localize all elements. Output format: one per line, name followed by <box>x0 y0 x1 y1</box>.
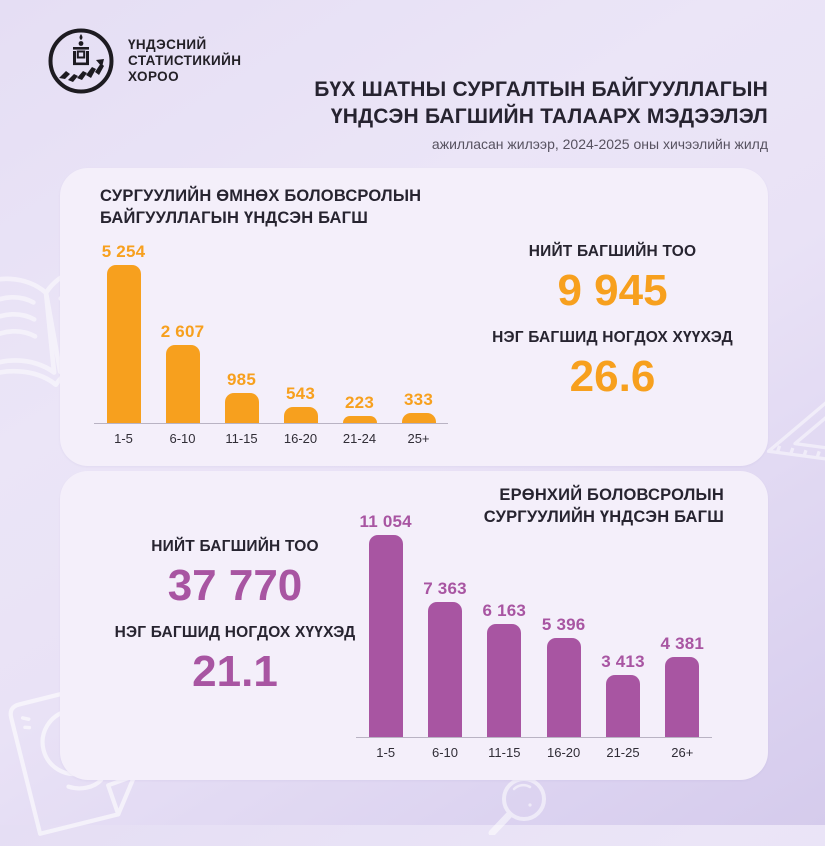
children-per-teacher-value: 26.6 <box>569 352 656 401</box>
axis-tick-label: 1-5 <box>376 745 396 760</box>
preschool-chart-title <box>100 186 421 229</box>
general-stats <box>75 538 395 698</box>
bar <box>402 413 436 423</box>
children-per-teacher-label: НЭГ БАГШИД НОГДОХ ХҮҮХЭД <box>114 624 356 641</box>
bar <box>369 535 403 737</box>
magnifier-icon <box>478 775 560 835</box>
bar-value-label: 985 <box>227 370 256 389</box>
axis-tick-label: 11-15 <box>488 745 521 760</box>
bar-value-label: 333 <box>404 390 433 409</box>
axis-tick-label: 16-20 <box>283 431 318 446</box>
bars-row <box>94 237 448 423</box>
bar-value-label: 4 381 <box>660 634 705 653</box>
bar <box>606 675 640 737</box>
general-chart-title-line-2: СУРГУУЛИЙН ҮНДСЭН БАГШ <box>483 507 724 526</box>
preschool-stats <box>450 243 775 403</box>
bar-value-label: 11 054 <box>359 512 412 531</box>
bar <box>547 638 581 737</box>
x-axis <box>356 737 712 760</box>
bar <box>665 657 699 737</box>
bar-group <box>653 634 712 737</box>
logo-line-1: ҮНДЭСНИЙ <box>128 37 207 52</box>
page-title-line-1: БҮХ ШАТНЫ СУРГАЛТЫН БАЙГУУЛЛАГЫН <box>314 78 768 101</box>
bar-group <box>415 579 474 737</box>
bar-value-label: 5 254 <box>101 242 146 261</box>
bar-group <box>593 652 652 737</box>
bar-group <box>271 384 330 423</box>
axis-tick-label: 6-10 <box>169 431 196 446</box>
bar <box>225 393 259 423</box>
general-chart-title-line-1: ЕРӨНХИЙ БОЛОВСРОЛЫН <box>499 486 724 504</box>
bar <box>343 416 377 423</box>
logo-line-3: ХОРОО <box>128 69 179 84</box>
x-axis <box>94 423 448 446</box>
preschool-card <box>60 168 768 466</box>
bar-value-label: 3 413 <box>601 652 645 671</box>
total-teachers-label: НИЙТ БАГШИЙН ТОО <box>528 243 697 260</box>
nso-logo <box>46 26 116 96</box>
total-teachers-label: НИЙТ БАГШИЙН ТОО <box>151 538 319 555</box>
preschool-chart-title-line-1: СУРГУУЛИЙН ӨМНӨХ БОЛОВСРОЛЫН <box>100 187 422 205</box>
general-education-card <box>60 471 768 780</box>
axis-tick-label: 21-25 <box>606 745 640 760</box>
total-teachers-value: 37 770 <box>167 561 303 610</box>
page-title-line-2: ҮНДСЭН БАГШИЙН ТАЛААРХ МЭДЭЭЛЭЛ <box>330 105 768 128</box>
bar <box>428 602 462 737</box>
axis-tick-label: 6-10 <box>431 745 458 760</box>
bar-value-label: 223 <box>345 393 374 412</box>
preschool-chart-title-line-2: БАЙГУУЛЛАГЫН ҮНДСЭН БАГШ <box>100 208 369 227</box>
bars-row <box>356 507 712 737</box>
page-subtitle: ажилласан жилээр, 2024-2025 оны хичээлийн жилд <box>431 136 768 152</box>
bar <box>166 345 200 423</box>
axis-tick-label: 26+ <box>671 745 694 760</box>
bar-value-label: 5 396 <box>541 615 586 634</box>
general-bar-chart <box>356 507 712 760</box>
bar <box>107 265 141 423</box>
bar-group <box>94 242 153 423</box>
bar-value-label: 6 163 <box>482 601 527 620</box>
bar-group <box>356 512 415 737</box>
bar <box>284 407 318 423</box>
bar-value-label: 7 363 <box>423 579 467 598</box>
bar <box>487 624 521 737</box>
axis-tick-label: 25+ <box>407 431 430 446</box>
bar-group <box>212 370 271 423</box>
bar-group <box>389 390 448 423</box>
bar-group <box>330 393 389 423</box>
logo-org-name <box>128 37 241 85</box>
axis-tick-label: 21-24 <box>342 431 377 446</box>
page-title <box>314 76 768 152</box>
preschool-bar-chart <box>94 237 448 446</box>
children-per-teacher-label: НЭГ БАГШИД НОГДОХ ХҮҮХЭД <box>492 329 733 346</box>
bar-value-label: 543 <box>286 384 315 403</box>
axis-tick-label: 11-15 <box>225 431 258 446</box>
bar-group <box>475 601 534 737</box>
bar-group <box>153 322 212 423</box>
children-per-teacher-value: 21.1 <box>192 647 278 696</box>
bar-group <box>534 615 593 737</box>
bar-value-label: 2 607 <box>160 322 205 341</box>
axis-tick-label: 16-20 <box>547 745 581 760</box>
total-teachers-value: 9 945 <box>557 266 668 315</box>
axis-tick-label: 1-5 <box>114 431 133 446</box>
logo-line-2: СТАТИСТИКИЙН <box>128 53 242 68</box>
